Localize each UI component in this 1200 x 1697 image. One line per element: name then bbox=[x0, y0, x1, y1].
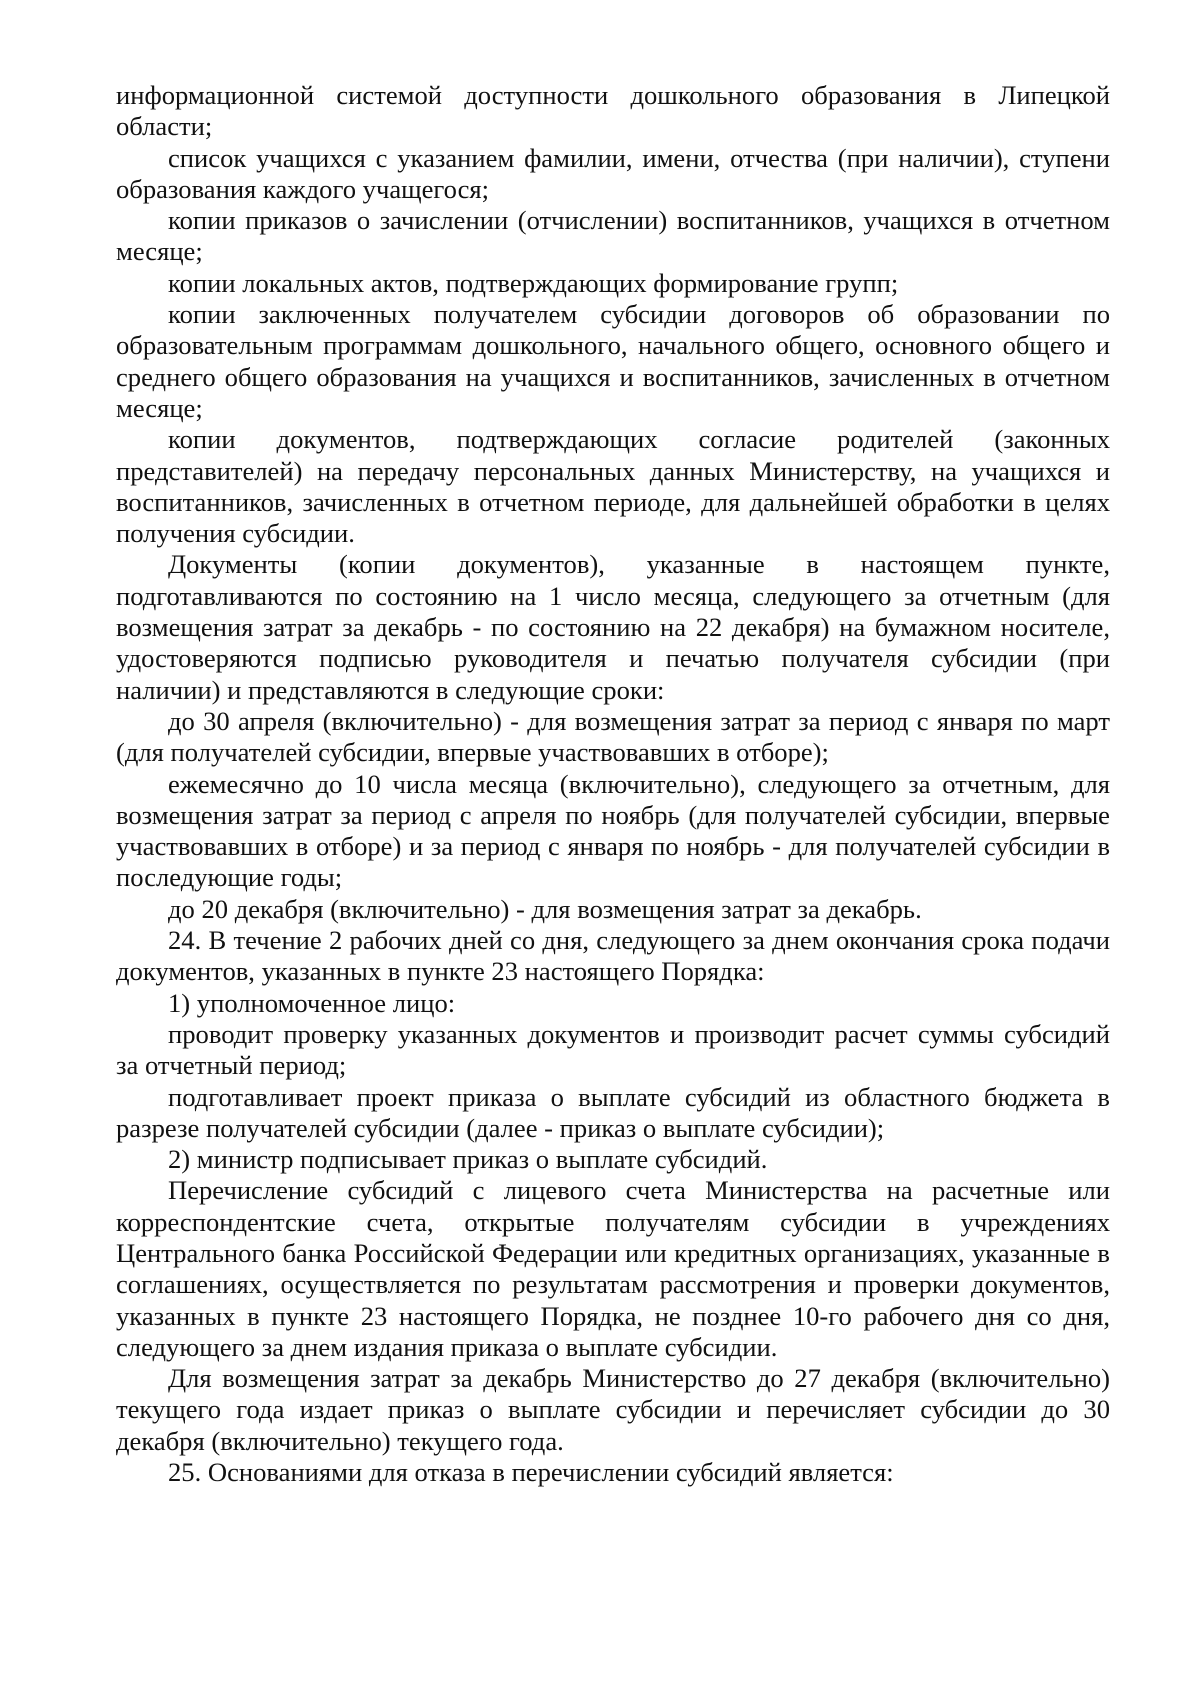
paragraph-12: 1) уполномоченное лицо: bbox=[168, 987, 456, 1018]
paragraph-1: информационной системой доступности дошкольного образования в Липецкой области; bbox=[116, 80, 1110, 142]
paragraph-7: Документы (копии документов), указанные в настоящем пункте, подготавливаются по состоянию на 1 число месяца, следующего за отчетным (для возмещения затрат за декабрь - по состоянию на 22 декабря) на бумажном носителе, удостоверяются подписью руководителя и печатью получателя субсидии (при наличии) и представляются в следующие сроки: bbox=[116, 549, 1110, 705]
paragraph-6: копии документов, подтверждающих согласие родителей (законных представителей) на передачу персональных данных Министерству, на учащихся и воспитанников, зачисленных в отчетном периоде, для дальнейшей обработки в целях получения субсидии. bbox=[116, 424, 1110, 549]
paragraph-16: Перечисление субсидий с лицевого счета Министерства на расчетные или корреспондентские счета, открытые получателям субсидии в учреждениях Центрального банка Российской Федерации или кредитных организациях, указанные в соглашениях, осуществляется по результатам рассмотрения и проверки документов, указанных в пункте 23 настоящего Порядка, не позднее 10-го рабочего дня со дня, следующего за днем издания приказа о выплате субсидии. bbox=[116, 1175, 1110, 1362]
paragraph-2: список учащихся с указанием фамилии, имени, отчества (при наличии), ступени образования каждого учащегося; bbox=[116, 142, 1110, 204]
paragraph-18: 25. Основаниями для отказа в перечислении субсидий является: bbox=[168, 1457, 894, 1488]
paragraph-9: ежемесячно до 10 числа месяца (включительно), следующего за отчетным, для возмещения затрат за период с апреля по ноябрь (для получателей субсидии, впервые участвовавших в отборе) и за период с января по ноябрь - для получателей субсидии в последующие годы; bbox=[116, 768, 1110, 893]
paragraph-14: подготавливает проект приказа о выплате субсидий из областного бюджета в разрезе получателей субсидии (далее - приказ о выплате субсидии); bbox=[116, 1081, 1110, 1143]
document-body bbox=[116, 80, 1110, 1488]
paragraph-15: 2) министр подписывает приказ о выплате субсидий. bbox=[168, 1144, 768, 1175]
paragraph-5: копии заключенных получателем субсидии договоров об образовании по образовательным программам дошкольного, начального общего, основного общего и среднего общего образования на учащихся и воспитанников, зачисленных в отчетном месяце; bbox=[116, 299, 1110, 423]
paragraph-11: 24. В течение 2 рабочих дней со дня, следующего за днем окончания срока подачи документов, указанных в пункте 23 настоящего Порядка: bbox=[116, 925, 1110, 987]
paragraph-13: проводит проверку указанных документов и производит расчет суммы субсидий за отчетный период; bbox=[116, 1018, 1110, 1081]
paragraph-3: копии приказов о зачислении (отчислении) воспитанников, учащихся в отчетном месяце; bbox=[116, 205, 1110, 267]
paragraph-10: до 20 декабря (включительно) - для возмещения затрат за декабрь. bbox=[168, 893, 922, 924]
paragraph-4: копии локальных актов, подтверждающих формирование групп; bbox=[168, 267, 899, 298]
paragraph-17: Для возмещения затрат за декабрь Министерство до 27 декабря (включительно) текущего года издает приказ о выплате субсидии и перечисляет субсидии до 30 декабря (включительно) текущего года. bbox=[116, 1363, 1110, 1456]
paragraph-8: до 30 апреля (включительно) - для возмещения затрат за период с января по март (для получателей субсидии, впервые участвовавших в отборе); bbox=[116, 705, 1110, 768]
